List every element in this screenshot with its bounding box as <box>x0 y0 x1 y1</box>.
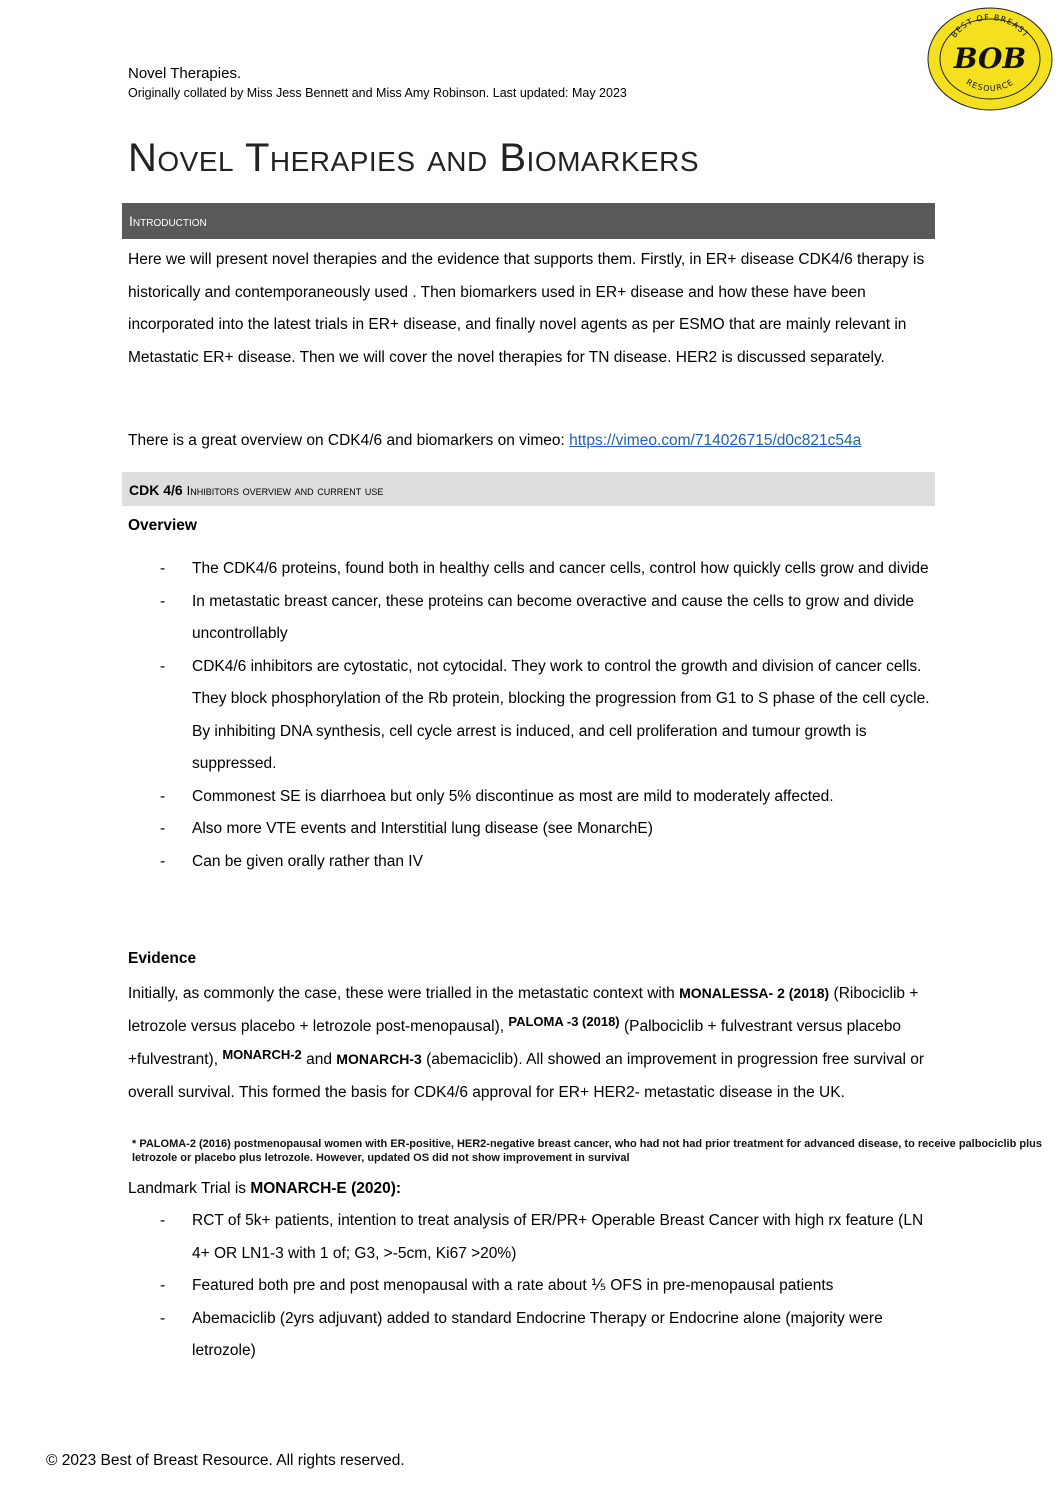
landmark-prefix: Landmark Trial is <box>128 1180 251 1197</box>
trial-monarch2: MONARCH-2 <box>222 1047 302 1062</box>
list-item: - Also more VTE events and Interstitial lung disease (see MonarchE) <box>160 813 930 846</box>
evidence-text: (Palbociclib + fulvestrant versus placebo +fulvestrant), <box>128 1017 901 1068</box>
list-item: - Commonest SE is diarrhoea but only 5% discontinue as most are mild to moderately affected. <box>160 781 930 814</box>
list-item: - Abemaciclib (2yrs adjuvant) added to standard Endocrine Therapy or Endocrine alone (majority were letrozole) <box>160 1303 930 1368</box>
trial-paloma3: PALOMA -3 (2018) <box>508 1013 620 1029</box>
copyright-footer: © 2023 Best of Breast Resource. All rights reserved. <box>46 1452 405 1469</box>
introduction-paragraph: Here we will present novel therapies and the evidence that supports them. Firstly, in ER+ disease CDK4/6 therapy is historically and contemporaneously used . Then biomarkers used in ER+ disease and how these have been incorporated into the latest trials in ER+ disease, and finally novel agents as per ESMO that are mainly relevant in Metastatic ER+ disease. Then we will cover the novel therapies for TN disease. HER2 is discussed separately. <box>128 251 925 366</box>
landmark-trial-line <box>128 1173 401 1205</box>
header-title: Novel Therapies. <box>128 65 242 82</box>
landmark-list <box>160 1205 930 1368</box>
logo-center-text: BOB <box>953 42 1027 75</box>
vimeo-line <box>128 425 938 458</box>
logo-bottom-text: RESOURCE <box>964 77 1016 94</box>
vimeo-link[interactable]: https://vimeo.com/714026715/d0c821c54a <box>569 432 862 449</box>
list-item: - The CDK4/6 proteins, found both in healthy cells and cancer cells, control how quickly cells grow and divide <box>160 553 930 586</box>
bob-logo <box>926 6 1054 112</box>
evidence-heading: Evidence <box>128 950 197 967</box>
paloma2-footnote: * PALOMA-2 (2016) postmenopausal women with ER-positive, HER2-negative breast cancer, who had not had prior treatment for advanced disease, to receive palbociclib plus letrozole or placebo plus letrozole. However, updated OS did not show improvement in survival <box>132 1138 1042 1164</box>
list-item: - Can be given orally rather than IV <box>160 846 930 879</box>
list-item: - CDK4/6 inhibitors are cytostatic, not cytocidal. They work to control the growth and division of cancer cells. They block phosphorylation of the Rb protein, blocking the progression from G1 to S phase of the cell cycle. By inhibiting DNA synthesis, cell cycle arrest is induced, and cell proliferation and tumour growth is suppressed. <box>160 651 930 781</box>
cdk-heading-bold: CDK 4/6 <box>129 482 187 498</box>
cdk-section-heading <box>122 472 935 506</box>
introduction-heading: Introduction <box>122 203 935 239</box>
list-item: - RCT of 5k+ patients, intention to treat analysis of ER/PR+ Operable Breast Cancer with high rx feature (LN 4+ OR LN1-3 with 1 of; G3, >-5cm, Ki67 >20%) <box>160 1205 930 1270</box>
header-subtitle: Originally collated by Miss Jess Bennett and Miss Amy Robinson. Last updated: May 2023 <box>128 86 627 100</box>
trial-monalessa: MONALESSA- 2 (2018) <box>679 985 830 1001</box>
evidence-text: Initially, as commonly the case, these were trialled in the metastatic context with <box>128 985 680 1002</box>
overview-heading: Overview <box>128 517 197 534</box>
trial-monarch3: MONARCH-3 <box>336 1051 422 1067</box>
evidence-text: (Ribociclib + letrozole versus placebo + letrozole post-menopausal), <box>128 985 919 1035</box>
evidence-paragraph <box>128 977 938 1109</box>
landmark-trial: MONARCH-E (2020): <box>250 1180 402 1197</box>
vimeo-text: There is a great overview on CDK4/6 and biomarkers on vimeo: <box>128 432 570 449</box>
cdk-heading-rest: Inhibitors overview and current use <box>186 483 384 498</box>
list-item: - In metastatic breast cancer, these proteins can become overactive and cause the cells to grow and divide uncontrollably <box>160 586 930 651</box>
logo-top-text: BEST OF BREAST <box>949 12 1031 40</box>
page-title: Novel Therapies and Biomarkers <box>128 136 700 180</box>
evidence-text: (abemaciclib). All showed an improvement in progression free survival or overall survival. This formed the basis for CDK4/6 approval for ER+ HER2- metastatic disease in the UK. <box>128 1051 925 1101</box>
overview-list <box>160 553 930 878</box>
evidence-text: and <box>301 1051 337 1068</box>
list-item: - Featured both pre and post menopausal with a rate about ⅕ OFS in pre-menopausal patients <box>160 1270 930 1303</box>
